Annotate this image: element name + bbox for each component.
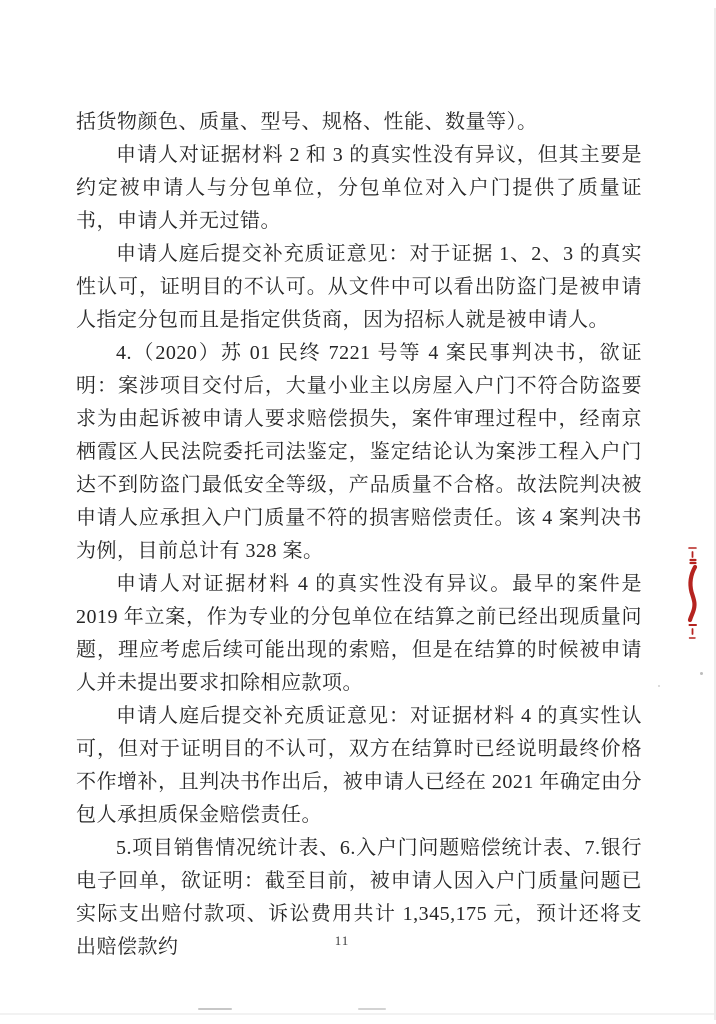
scan-edge-artifact	[358, 1008, 386, 1010]
paragraph-evidence-4: 4.（2020）苏 01 民终 7221 号等 4 案民事判决书，欲证明：案涉项目交付后，大量小业主以房屋入户门不符合防盗要求为由起诉被申请人要求赔偿损失，案件审理过程中，经南京栖霞区人民法院委托司法鉴定，鉴定结论认为案涉工程入户门达不到防盗门最低安全等级，产品质量不合格。故法院判决被申请人应承担入户门质量不符的损害赔偿责任。该 4 案判决书为例，目前总计有 328 案。	[76, 342, 642, 562]
red-ink-mark	[686, 546, 700, 642]
paragraph: 申请人对证据材料 2 和 3 的真实性没有异议，但其主要是约定被申请人与分包单位，分包单位对入户门提供了质量证书，申请人并无过错。	[76, 144, 642, 232]
document-body	[76, 106, 642, 964]
paragraph-continuation: 括货物颜色、质量、型号、规格、性能、数量等）。	[76, 111, 538, 133]
paragraph: 申请人庭后提交补充质证意见：对于证据 1、2、3 的真实性认可，证明目的不认可。从文件中可以看出防盗门是被申请人指定分包而且是指定供货商，因为招标人就是被申请人。	[76, 243, 642, 331]
paragraph: 申请人庭后提交补充质证意见：对证据材料 4 的真实性认可，但对于证明目的不认可，双方在结算时已经说明最终价格不作增补，且判决书作出后，被申请人已经在 2021 年确定由分包人承担质保金赔偿责任。	[76, 705, 642, 826]
scan-speck	[700, 672, 703, 675]
paragraph: 申请人对证据材料 4 的真实性没有异议。最早的案件是 2019 年立案，作为专业的分包单位在结算之前已经出现质量问题，理应考虑后续可能出现的索赔，但是在结算的时候被申请人并未提出要求扣除相应款项。	[76, 573, 642, 694]
paragraph-evidence-5-6-7: 5.项目销售情况统计表、6.入户门问题赔偿统计表、7.银行电子回单，欲证明：截至目前，被申请人因入户门质量问题已实际支出赔付款项、诉讼费用共计 1,345,175 元，预计还将支出赔偿款约	[76, 837, 642, 958]
scan-speck	[658, 685, 660, 687]
scan-bottom-shadow	[0, 1013, 716, 1015]
scan-edge-artifact	[198, 1008, 232, 1010]
page-number: 11	[334, 933, 350, 948]
